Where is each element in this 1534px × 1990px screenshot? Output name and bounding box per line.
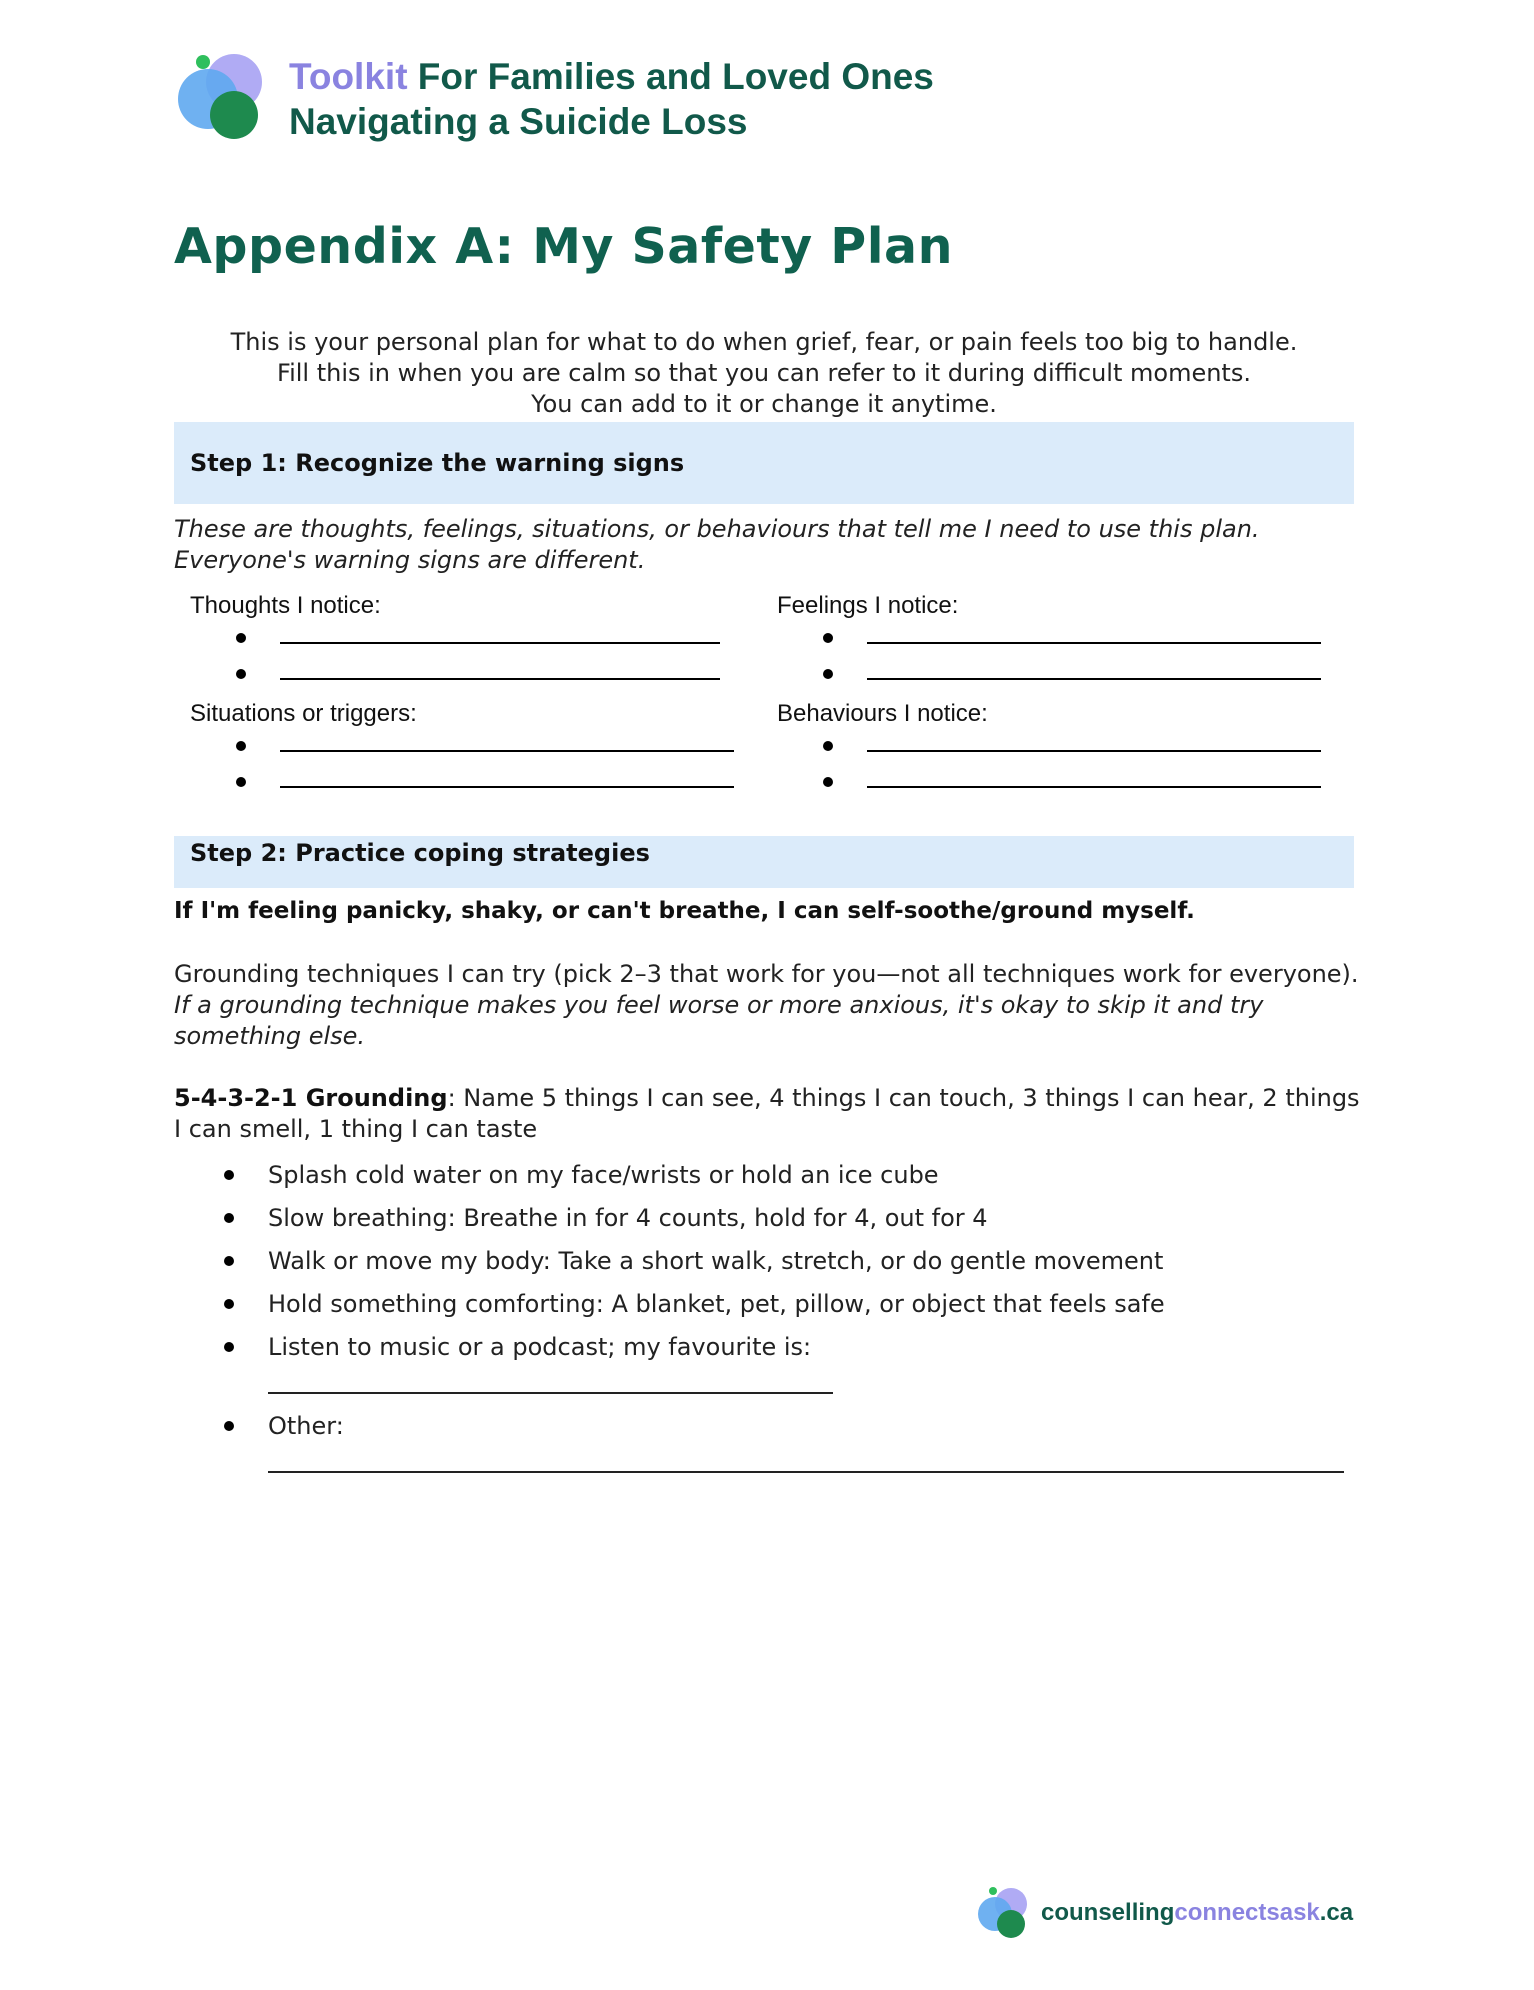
step1-heading: Step 1: Recognize the warning signs — [190, 449, 685, 477]
fill-in-line — [268, 1471, 1344, 1473]
situations-blank[interactable] — [190, 765, 417, 801]
list-item — [174, 1160, 1364, 1190]
behaviours-section — [777, 699, 988, 801]
bullet-icon — [224, 1342, 234, 1352]
fill-in-line — [280, 678, 720, 680]
strategy-text: Other: — [268, 1412, 344, 1440]
fill-in-line — [867, 642, 1321, 644]
feelings-blank[interactable] — [777, 621, 958, 657]
thoughts-blank[interactable] — [190, 621, 381, 657]
toolkit-title-line1: For Families and Loved Ones — [407, 56, 934, 97]
grounding-note: If a grounding technique makes you feel worse or more anxious, it's okay to skip it and try something else. — [174, 991, 1264, 1050]
bullet-icon — [224, 1256, 234, 1266]
step2-heading-band — [174, 836, 1354, 888]
situations-blank[interactable] — [190, 729, 417, 765]
site-part: .ca — [1319, 1899, 1354, 1926]
thoughts-label: Thoughts I notice: — [190, 592, 381, 619]
technique-name: 5-4-3-2-1 Grounding — [174, 1084, 448, 1112]
situations-label: Situations or triggers: — [190, 700, 417, 727]
strategy-text: Walk or move my body: Take a short walk, stretch, or do gentle movement — [268, 1247, 1164, 1275]
fill-in-line — [867, 678, 1321, 680]
list-item — [174, 1246, 1364, 1276]
grounding-intro — [174, 959, 1364, 1052]
bullet-icon — [224, 1299, 234, 1309]
intro-line: You can add to it or change it anytime. — [531, 390, 997, 418]
intro-line: This is your personal plan for what to do when grief, fear, or pain feels too big to handle. — [230, 328, 1298, 356]
site-part: counselling — [1041, 1899, 1175, 1926]
bullet-icon — [224, 1421, 234, 1431]
toolkit-title-line2: Navigating a Suicide Loss — [289, 101, 748, 142]
strategy-text: Slow breathing: Breathe in for 4 counts, hold for 4, out for 4 — [268, 1204, 988, 1232]
strategy-text: Splash cold water on my face/wrists or hold an ice cube — [268, 1161, 939, 1189]
technique-description: : Name 5 things I can see, 4 things I can touch, 3 things I can hear, 2 things I can smell, 1 thing I can taste — [174, 1084, 1360, 1143]
website-link[interactable] — [1041, 1899, 1353, 1927]
fill-in-line — [867, 786, 1321, 788]
intro-line: Fill this in when you are calm so that you can refer to it during difficult moments. — [277, 359, 1251, 387]
situations-section — [190, 699, 417, 801]
bullet-icon — [823, 633, 833, 643]
thoughts-section — [190, 591, 381, 693]
grounding-intro-text: Grounding techniques I can try (pick 2–3 that work for you—not all techniques work for everyone). — [174, 960, 1359, 988]
bullet-icon — [823, 669, 833, 679]
bullet-icon — [236, 633, 246, 643]
fill-in-line — [268, 1392, 833, 1394]
fill-in-line — [280, 750, 734, 752]
bullet-icon — [236, 777, 246, 787]
page-title: Appendix A: My Safety Plan — [174, 218, 953, 275]
grounding-technique — [174, 1083, 1364, 1145]
bullet-icon — [823, 777, 833, 787]
toolkit-title — [289, 54, 934, 144]
strategy-text: Listen to music or a podcast; my favourite is: — [268, 1333, 812, 1361]
page-footer — [975, 1875, 1375, 1955]
bullet-icon — [236, 741, 246, 751]
self-soothe-statement: If I'm feeling panicky, shaky, or can't breathe, I can self-soothe/ground myself. — [174, 898, 1195, 924]
thoughts-blank[interactable] — [190, 657, 381, 693]
feelings-section — [777, 591, 958, 693]
site-part: connectsask — [1174, 1899, 1320, 1926]
feelings-blank[interactable] — [777, 657, 958, 693]
counselling-connect-logo-icon — [975, 1885, 1035, 1940]
feelings-label: Feelings I notice: — [777, 592, 959, 619]
step2-heading: Step 2: Practice coping strategies — [190, 839, 650, 867]
step1-heading-band — [174, 422, 1354, 504]
fill-in-line — [280, 786, 734, 788]
intro-text — [174, 327, 1354, 420]
favourite-blank[interactable] — [268, 1362, 1364, 1398]
fill-in-line — [867, 750, 1321, 752]
strategy-list — [174, 1160, 1364, 1490]
behaviours-blank[interactable] — [777, 729, 988, 765]
list-item — [174, 1203, 1364, 1233]
behaviours-blank[interactable] — [777, 765, 988, 801]
list-item — [174, 1332, 1364, 1398]
fill-in-line — [280, 642, 720, 644]
bullet-icon — [823, 741, 833, 751]
toolkit-logo-icon — [174, 52, 274, 142]
bullet-icon — [224, 1170, 234, 1180]
bullet-icon — [236, 669, 246, 679]
step1-note: These are thoughts, feelings, situations, or behaviours that tell me I need to use this plan. Everyone's warning signs are different. — [174, 515, 1260, 574]
strategy-text: Hold something comforting: A blanket, pet, pillow, or object that feels safe — [268, 1290, 1165, 1318]
toolkit-title-accent: Toolkit — [289, 56, 408, 97]
other-blank[interactable] — [268, 1441, 1364, 1477]
bullet-icon — [224, 1213, 234, 1223]
list-item — [174, 1289, 1364, 1319]
list-item — [174, 1411, 1364, 1477]
behaviours-label: Behaviours I notice: — [777, 700, 988, 727]
page-header — [174, 50, 1074, 150]
